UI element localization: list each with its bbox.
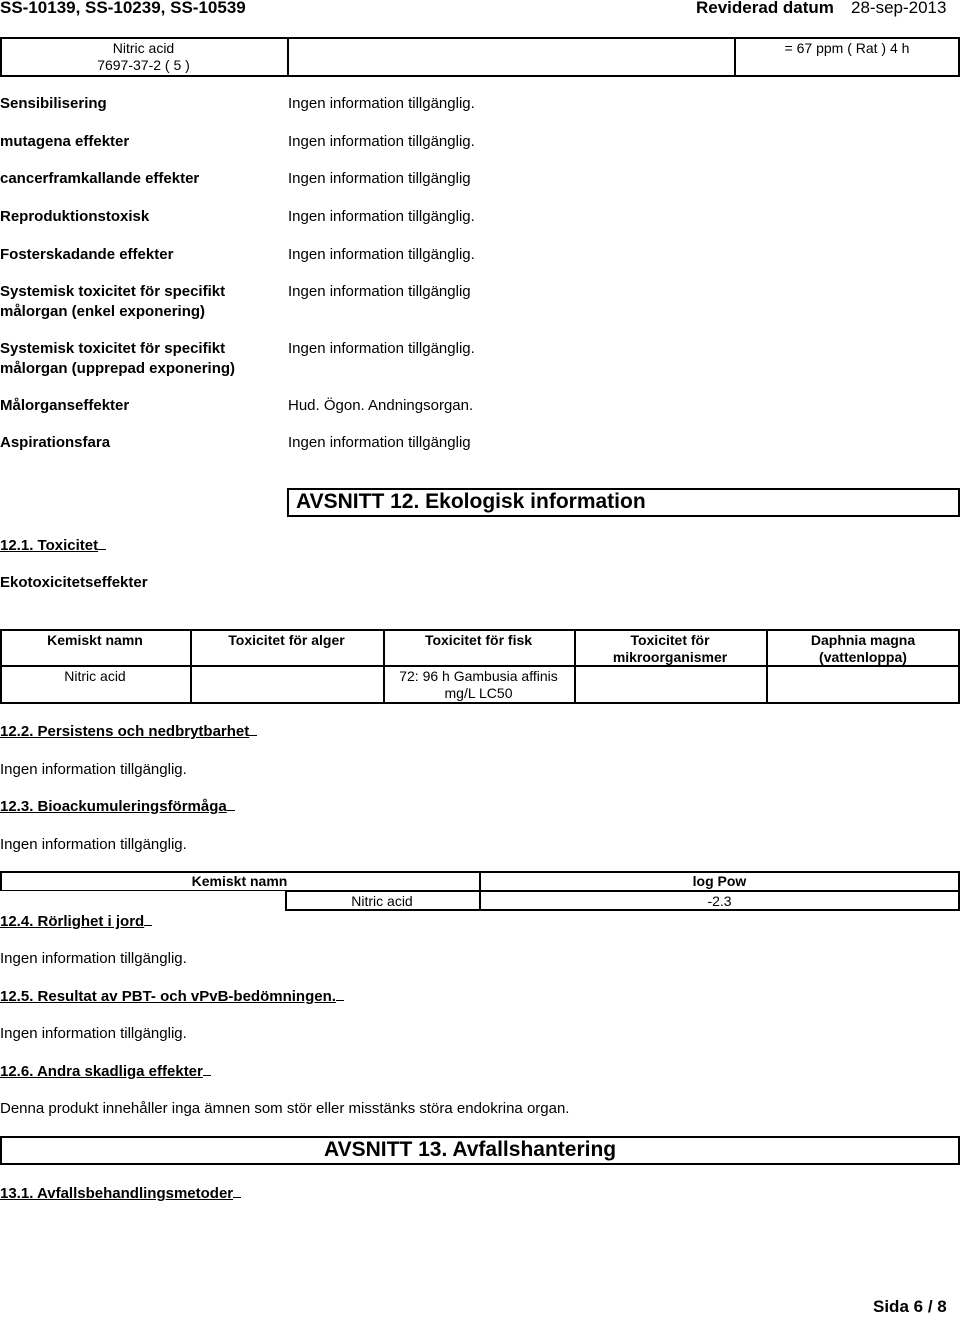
- top-value: = 67 ppm ( Rat ) 4 h: [784, 40, 910, 56]
- prop-label: mutagena effekter: [0, 133, 130, 150]
- pow-header-value: log Pow: [692, 873, 747, 889]
- top-substance: Nitric acid: [112, 40, 175, 56]
- prop-value: Ingen information tillgänglig: [288, 434, 471, 451]
- ecotox-cell-fish: mg/L LC50: [444, 685, 513, 701]
- prop-label: Reproduktionstoxisk: [0, 208, 150, 225]
- prop-label: Fosterskadande effekter: [0, 246, 174, 263]
- subsection-12-5-text: Ingen information tillgänglig.: [0, 1025, 187, 1042]
- subsection-12-6: 12.6. Andra skadliga effekter: [0, 1063, 211, 1080]
- ecotox-header: Toxicitet för fisk: [424, 632, 533, 648]
- prop-value: Ingen information tillgänglig.: [288, 95, 475, 112]
- section-13-title: AVSNITT 13. Avfallshantering: [324, 1138, 617, 1161]
- ecotox-header: Toxicitet för alger: [228, 632, 345, 648]
- ecotox-header: Daphnia magna: [810, 632, 916, 648]
- subsection-13-1: 13.1. Avfallsbehandlingsmetoder: [0, 1185, 241, 1202]
- prop-value: Ingen information tillgänglig.: [288, 340, 475, 357]
- prop-value: Ingen information tillgänglig.: [288, 208, 475, 225]
- subsection-12-6-text: Denna produkt innehåller inga ämnen som stör eller misstänks störa endokrina organ.: [0, 1100, 570, 1117]
- prop-value: Ingen information tillgänglig: [288, 283, 471, 300]
- subsection-12-4-text: Ingen information tillgänglig.: [0, 950, 187, 967]
- subsection-12-2-text: Ingen information tillgänglig.: [0, 761, 187, 778]
- subsection-12-1: 12.1. Toxicitet: [0, 537, 106, 554]
- pow-cell-value: -2.3: [707, 893, 732, 909]
- ecotox-cell-name: Nitric acid: [64, 668, 126, 684]
- subsection-12-3-text: Ingen information tillgänglig.: [0, 836, 187, 853]
- ecotox-header: Toxicitet för: [630, 632, 710, 648]
- prop-label: Systemisk toxicitet för specifikt: [0, 340, 226, 357]
- prop-label: Systemisk toxicitet för specifikt: [0, 283, 226, 300]
- ecotox-cell-fish: 72: 96 h Gambusia affinis: [399, 668, 558, 684]
- revised-label: Reviderad datum: [696, 0, 834, 17]
- prop-label-line2: målorgan (enkel exponering): [0, 303, 206, 320]
- prop-label: cancerframkallande effekter: [0, 170, 200, 187]
- prop-value: Ingen information tillgänglig.: [288, 133, 475, 150]
- product-codes: SS-10139, SS-10239, SS-10539: [0, 0, 246, 17]
- subsection-12-4: 12.4. Rörlighet i jord: [0, 913, 152, 930]
- top-cas: 7697-37-2 ( 5 ): [97, 57, 190, 73]
- prop-value: Hud. Ögon. Andningsorgan.: [288, 397, 474, 414]
- subsection-12-2: 12.2. Persistens och nedbrytbarhet: [0, 723, 257, 740]
- revised-date: 28-sep-2013: [851, 0, 947, 17]
- pow-header-name: Kemiskt namn: [191, 873, 288, 889]
- ecotox-header: (vattenloppa): [819, 649, 907, 665]
- ecotox-header: Kemiskt namn: [47, 632, 143, 648]
- section-12-title: AVSNITT 12. Ekologisk information: [296, 490, 646, 513]
- prop-value: Ingen information tillgänglig: [288, 170, 471, 187]
- subsection-12-3: 12.3. Bioackumuleringsförmåga: [0, 798, 235, 815]
- prop-label: Aspirationsfara: [0, 434, 111, 451]
- ecotox-header: mikroorganismer: [612, 649, 728, 665]
- prop-value: Ingen information tillgänglig.: [288, 246, 475, 263]
- prop-label-line2: målorgan (upprepad exponering): [0, 360, 236, 377]
- prop-label: Målorganseffekter: [0, 397, 130, 414]
- pow-cell-name: Nitric acid: [351, 893, 413, 909]
- page-number: Sida 6 / 8: [873, 1297, 947, 1316]
- subsection-12-5: 12.5. Resultat av PBT- och vPvB-bedömningen.: [0, 988, 344, 1005]
- prop-label: Sensibilisering: [0, 95, 107, 112]
- ecotox-label: Ekotoxicitetseffekter: [0, 574, 148, 591]
